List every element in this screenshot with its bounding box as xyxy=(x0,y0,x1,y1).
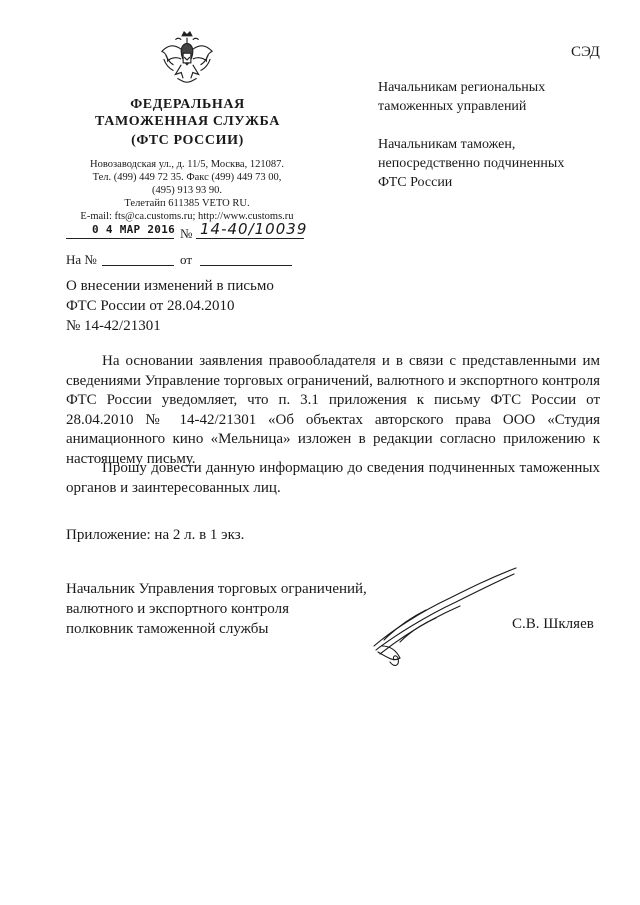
phone-line-2: (495) 913 93 90. xyxy=(152,185,222,196)
appendix-note: Приложение: на 2 л. в 1 экз. xyxy=(66,527,245,543)
signer-position-line-1: Начальник Управления торговых ограничений, xyxy=(66,581,367,597)
coat-of-arms-icon xyxy=(158,30,216,88)
email-web-line: E-mail: fts@ca.customs.ru; http://www.customs.ru xyxy=(80,211,294,222)
subject-line-3: № 14-42/21301 xyxy=(66,318,161,334)
date-underline xyxy=(66,238,174,239)
signer-name: С.В. Шкляев xyxy=(512,616,594,632)
body-paragraph-1: На основании заявления правообладателя и в связи с представленными им сведениями Управление торговых ограничений, валютного и экспортного контроля ФТС России уведомляет, что п. 3.1 приложения к письму ФТС России от 28.04.2010 № 14-42/21301 «Об объектах авторского права ООО «Студия анимационного кино «Мельница» изложен в редакции согласно приложению к настоящему письму. xyxy=(66,353,600,467)
number-label: № xyxy=(180,226,193,241)
sed-label: СЭД xyxy=(571,44,600,60)
subject-line-1: О внесении изменений в письмо xyxy=(66,278,274,294)
recipient-line-5: ФТС России xyxy=(378,175,453,190)
recipient-line-2: таможенных управлений xyxy=(378,99,527,114)
phone-fax-line: Тел. (499) 449 72 35. Факс (499) 449 73 00, xyxy=(92,172,282,183)
on-no-label: На № xyxy=(66,252,97,267)
signer-position-line-2: валютного и экспортного контроля xyxy=(66,601,289,617)
subject-line-2: ФТС России от 28.04.2010 xyxy=(66,298,235,314)
signature-block xyxy=(66,579,367,639)
recipient-line-1: Начальникам региональных xyxy=(378,80,546,95)
date-stamp: 0 4 МАР 2016 xyxy=(92,223,176,236)
recipient-line-3: Начальникам таможен, xyxy=(378,137,516,152)
from-underline xyxy=(200,265,292,266)
org-name-abbr: (ФТС РОССИИ) xyxy=(131,133,244,148)
handwritten-signature xyxy=(370,562,520,672)
subject-block xyxy=(66,276,274,336)
org-name-line-1: ФЕДЕРАЛЬНАЯ xyxy=(130,97,245,112)
signer-rank: полковник таможенной службы xyxy=(66,621,269,637)
org-name-line-2: ТАМОЖЕННАЯ СЛУЖБА xyxy=(95,114,280,129)
on-no-underline xyxy=(102,265,174,266)
recipient-line-4: непосредственно подчиненных xyxy=(378,156,565,171)
number-underline xyxy=(196,238,304,239)
handwritten-number: 14-40/10039 xyxy=(200,220,308,238)
address-line: Новозаводская ул., д. 11/5, Москва, 121087. xyxy=(90,159,284,170)
from-label: от xyxy=(180,252,193,267)
body-paragraph-2: Прошу довести данную информацию до сведения подчиненных таможенных органов и заинтересованных лиц. xyxy=(66,460,600,496)
teletype-line: Телетайп 611385 VETO RU. xyxy=(124,198,250,209)
